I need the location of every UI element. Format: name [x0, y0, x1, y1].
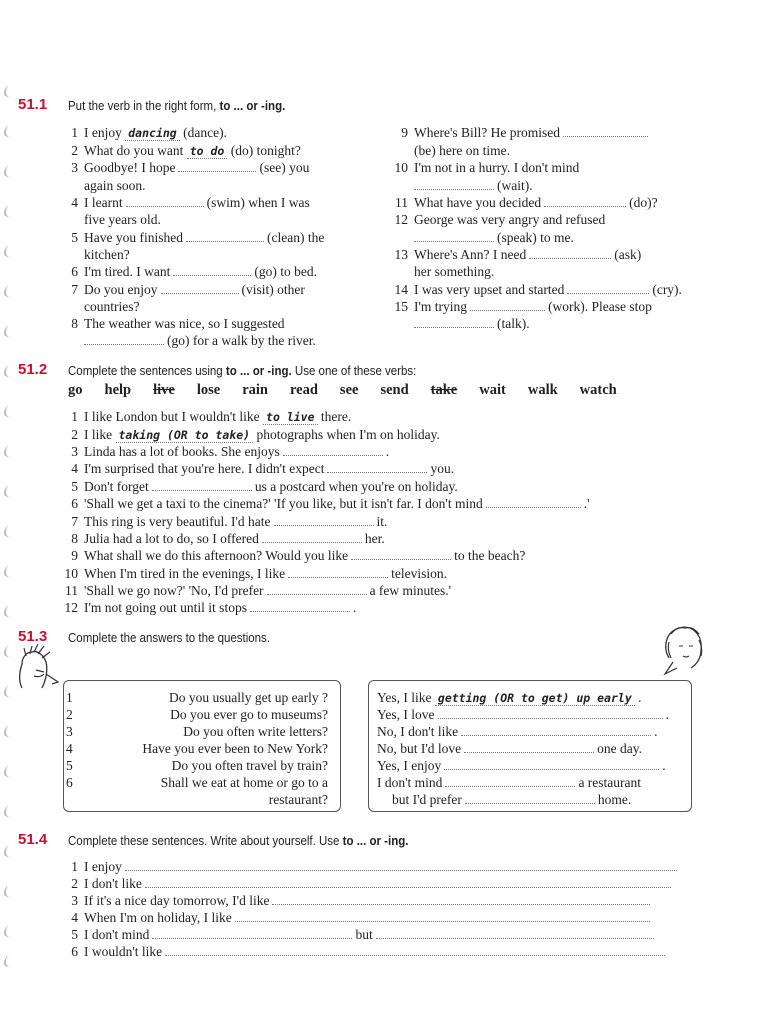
- blank-field[interactable]: [165, 945, 665, 956]
- item-continuation: (be) here on time.: [414, 143, 510, 158]
- blank-field[interactable]: [529, 248, 611, 259]
- exercise-item: 15 I'm trying (work). Please stop: [394, 299, 652, 314]
- blank-field[interactable]: [351, 549, 451, 560]
- blank-field[interactable]: [470, 300, 545, 311]
- exercise-instruction: Complete these sentences. Write about yourself. Use to ... or -ing.: [68, 834, 409, 848]
- exercise-item: 9 What shall we do this afternoon? Would you like to the beach?: [71, 548, 526, 563]
- blank-field[interactable]: [461, 725, 651, 736]
- exercise-item: 7 This ring is very beautiful. I'd hate it.: [71, 514, 388, 529]
- answer-line: Yes, I enjoy .: [377, 758, 666, 773]
- blank-field[interactable]: [235, 911, 650, 922]
- item-continuation: (go) for a walk by the river.: [84, 332, 316, 349]
- blank-field[interactable]: [567, 283, 649, 294]
- question-number: 5: [66, 758, 73, 773]
- item-continuation: (talk).: [414, 315, 530, 332]
- blank-field[interactable]: [544, 196, 626, 207]
- man-face-icon: [12, 640, 67, 700]
- exercise-instruction: Put the verb in the right form, to ... or -ing.: [68, 99, 286, 113]
- question-number: 4: [66, 741, 73, 756]
- blank-field[interactable]: [486, 497, 581, 508]
- exercise-item: 6 'Shall we get a taxi to the cinema?' 'If you like, but it isn't far. I don't mind .': [71, 496, 590, 511]
- blank-field[interactable]: [126, 196, 204, 207]
- exercise-item: 6 I'm tired. I want (go) to bed.: [71, 264, 318, 279]
- blank-field[interactable]: [262, 532, 362, 543]
- exercise-item: 5 Don't forget us a postcard when you're on holiday.: [71, 479, 458, 494]
- item-continuation: countries?: [84, 299, 140, 314]
- exercise-item: 2 What do you want to do (do) tonight?: [71, 143, 301, 158]
- exercise-item: 12 George was very angry and refused: [394, 212, 606, 227]
- blank-field[interactable]: [250, 601, 350, 612]
- question-number: 2: [66, 707, 73, 722]
- question-text: Do you usually get up early ?: [169, 690, 328, 705]
- blank-field[interactable]: [376, 928, 654, 939]
- exercise-item: 2 I like taking (OR to take) photographs when I'm on holiday.: [71, 427, 440, 442]
- answer-line: Yes, I like getting (OR to get) up early .: [377, 690, 642, 705]
- blank-field[interactable]: [445, 776, 575, 787]
- answer-line: No, but I'd love one day.: [377, 741, 643, 756]
- blank-field[interactable]: [563, 126, 648, 137]
- item-continuation: kitchen?: [84, 247, 130, 262]
- exercise-item: 11 What have you decided (do)?: [395, 195, 658, 210]
- blank-field[interactable]: [414, 179, 494, 190]
- blank-field[interactable]: [444, 759, 659, 770]
- answer-line: I don't mind a restaurant: [377, 775, 642, 790]
- question-text: Do you often write letters?: [183, 724, 328, 739]
- exercise-item: 13 Where's Ann? I need (ask): [394, 247, 642, 262]
- verb-list: go help live lose rain read see send take wait walk watch: [68, 382, 617, 398]
- exercise-item: 14 I was very upset and started (cry).: [394, 282, 682, 297]
- exercise-item: 3 If it's a nice day tomorrow, I'd like: [60, 892, 653, 909]
- blank-field[interactable]: [173, 265, 251, 276]
- blank-field[interactable]: [288, 567, 388, 578]
- answer-line: No, I don't like .: [377, 724, 658, 739]
- blank-field[interactable]: [152, 928, 352, 939]
- blank-field[interactable]: [465, 793, 595, 804]
- exercise-number: 51.2: [18, 361, 48, 378]
- item-continuation: again soon.: [84, 178, 146, 193]
- blank-field[interactable]: [414, 231, 494, 242]
- question-text: Do you ever go to museums?: [170, 707, 328, 722]
- blank-field[interactable]: [152, 480, 252, 491]
- answer-line: Yes, I love .: [377, 707, 669, 722]
- binder-rings: [4, 85, 14, 965]
- exercise-item: 7 Do you enjoy (visit) other: [71, 282, 305, 297]
- answer-handwritten: to do: [187, 144, 228, 159]
- exercise-item: 1 I like London but I wouldn't like to live there.: [71, 409, 352, 424]
- item-continuation: five years old.: [84, 212, 161, 227]
- exercise-item: 9 Where's Bill? He promised: [390, 124, 651, 141]
- exercise-instruction: Complete the answers to the questions.: [68, 631, 271, 645]
- blank-field[interactable]: [161, 283, 239, 294]
- blank-field[interactable]: [145, 877, 671, 888]
- woman-face-icon: [655, 618, 715, 678]
- exercise-item: 11 'Shall we go now?' 'No, I'd prefer a few minutes.': [65, 583, 452, 598]
- exercise-number: 51.3: [18, 628, 48, 645]
- exercise-item: 8 The weather was nice, so I suggested: [71, 316, 285, 331]
- answer-handwritten: to live: [263, 410, 317, 425]
- blank-field[interactable]: [272, 894, 650, 905]
- exercise-number: 51.1: [18, 96, 48, 113]
- exercise-item: 10 When I'm tired in the evenings, I like television.: [64, 566, 447, 581]
- question-text: Have you ever been to New York?: [142, 741, 328, 756]
- question-number: 6: [66, 775, 73, 790]
- exercise-item: 12 I'm not going out until it stops .: [64, 600, 357, 615]
- exercise-item: 1 I enjoy: [60, 858, 680, 875]
- blank-field[interactable]: [283, 445, 383, 456]
- item-continuation: her something.: [414, 264, 495, 279]
- answer-handwritten: dancing: [125, 126, 179, 141]
- exercise-item: 10 I'm not in a hurry. I don't mind: [394, 160, 580, 175]
- question-text: Do you often travel by train?: [171, 758, 328, 773]
- blank-field[interactable]: [464, 742, 594, 753]
- item-continuation: (wait).: [414, 177, 533, 194]
- exercise-item: 2 I don't like: [60, 875, 674, 892]
- blank-field[interactable]: [84, 334, 164, 345]
- exercise-number: 51.4: [18, 831, 48, 848]
- exercise-item: 5 I don't mind but: [60, 926, 657, 943]
- answer-line: but I'd prefer home.: [392, 792, 632, 807]
- exercise-item: 4 When I'm on holiday, I like: [60, 909, 653, 926]
- answer-handwritten: taking (OR to take): [116, 428, 254, 443]
- exercise-item: 3 Linda has a lot of books. She enjoys .: [71, 444, 390, 459]
- exercise-item: 4 I'm surprised that you're here. I didn't expect you.: [71, 461, 455, 476]
- exercise-item: 1 I enjoy dancing (dance).: [71, 125, 227, 140]
- item-continuation: (speak) to me.: [414, 229, 574, 246]
- blank-field[interactable]: [274, 515, 374, 526]
- exercise-item: 4 I learnt (swim) when I was: [71, 195, 310, 210]
- question-number: 3: [66, 724, 73, 739]
- blank-field[interactable]: [267, 584, 367, 595]
- question-text: Shall we eat at home or go to a: [160, 775, 328, 790]
- answer-handwritten: getting (OR to get) up early: [435, 691, 635, 706]
- blank-field[interactable]: [414, 317, 494, 328]
- question-text: restaurant?: [268, 792, 328, 807]
- exercise-instruction: Complete the sentences using to ... or -ing. Use one of these verbs:: [68, 364, 417, 378]
- question-number: 1: [66, 690, 73, 705]
- exercise-item: 5 Have you finished (clean) the: [71, 230, 325, 245]
- blank-field[interactable]: [125, 860, 677, 871]
- exercise-item: 6 I wouldn't like: [60, 943, 668, 960]
- exercise-item: 8 Julia had a lot to do, so I offered her.: [71, 531, 385, 546]
- blank-field[interactable]: [438, 708, 663, 719]
- blank-field[interactable]: [186, 231, 264, 242]
- blank-field[interactable]: [327, 462, 427, 473]
- blank-field[interactable]: [178, 161, 256, 172]
- exercise-item: 3 Goodbye! I hope (see) you: [71, 160, 310, 175]
